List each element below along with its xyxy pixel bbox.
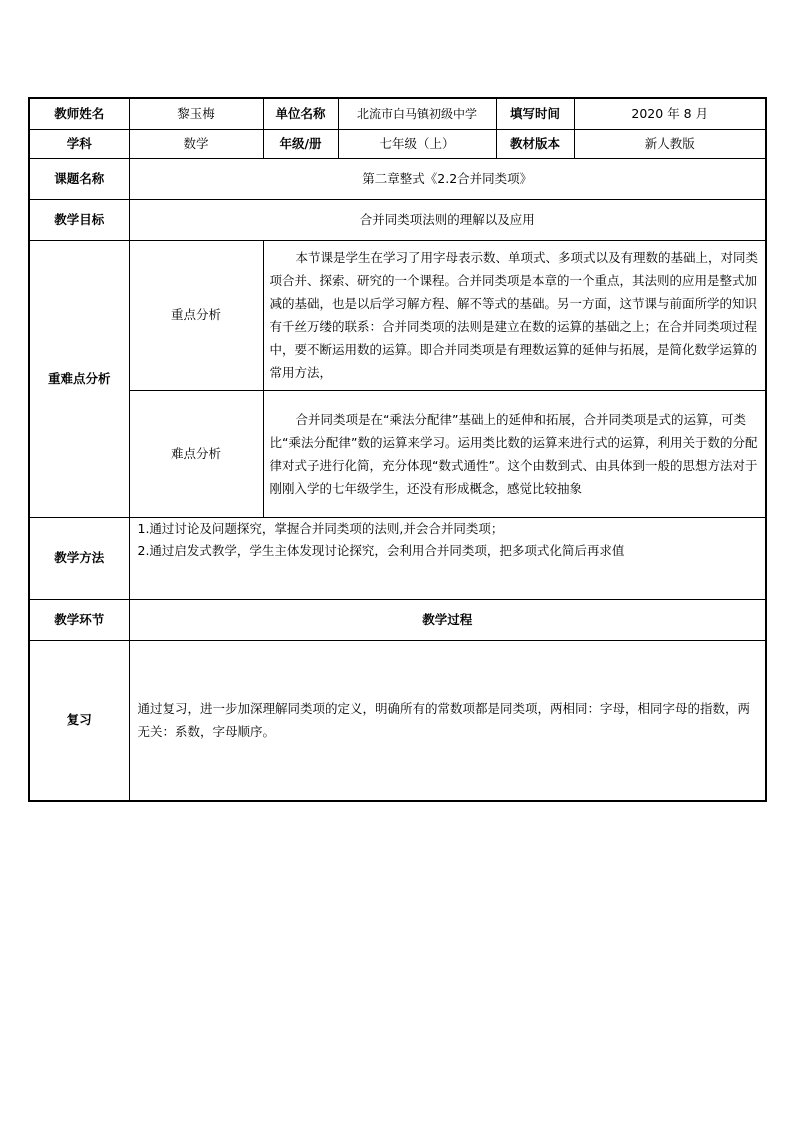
analysis-label: 重难点分析	[29, 240, 129, 517]
topic-row	[29, 158, 766, 199]
review-label: 复习	[29, 640, 129, 801]
topic-value: 第二章整式《2.2合并同类项》	[129, 158, 766, 199]
goal-value: 合并同类项法则的理解以及应用	[129, 199, 766, 240]
goal-row	[29, 199, 766, 240]
review-row	[29, 640, 766, 801]
unit-value: 北流市白马镇初级中学	[338, 98, 496, 129]
key-analysis-content: 本节课是学生在学习了用字母表示数、单项式、多项式以及有理数的基础上，对同类项合并、探索、研究的一个课程。合并同类项是本章的一个重点，其法则的应用是整式加减的基础，也是以后学习解方程、解不等式的基础。另一方面，这节课与前面所学的知识有千丝万缕的联系：合并同类项的法则是建立在数的运算的基础之上；在合并同类项过程中，要不断运用数的运算。即合并同类项是有理数运算的延伸与拓展，是简化数学运算的常用方法，	[269, 250, 759, 380]
review-text: 通过复习，进一步加深理解同类项的定义，明确所有的常数项都是同类项，两相同：字母，相同字母的指数，两无关：系数，字母顺序。	[129, 640, 766, 801]
key-analysis-row	[29, 240, 766, 390]
method-row	[29, 517, 766, 599]
key-analysis-text	[263, 240, 766, 390]
method-label: 教学方法	[29, 517, 129, 599]
method-text	[129, 517, 766, 599]
header-row-2	[29, 129, 766, 158]
process-header-row	[29, 599, 766, 640]
method-line-1: 1.通过讨论及问题探究，掌握合并同类项的法则,并会合并同类项；	[137, 520, 504, 536]
goal-label: 教学目标	[29, 199, 129, 240]
header-row-1	[29, 98, 766, 129]
teacher-value: 黎玉梅	[129, 98, 263, 129]
difficult-analysis-label: 难点分析	[129, 390, 263, 517]
textbook-label: 教材版本	[496, 129, 574, 158]
difficult-analysis-content: 合并同类项是在“乘法分配律”基础上的延伸和拓展，合并同类项是式的运算，可类比“乘法分配律”数的运算来学习。运用类比数的运算来进行式的运算，利用关于数的分配律对式子进行化简，充分体现“数式通性”。这个由数到式、由具体到一般的思想方法对于刚刚入学的七年级学生，还没有形成概念，感觉比较抽象	[269, 411, 758, 496]
difficult-analysis-text	[263, 390, 766, 517]
grade-label: 年级/册	[263, 129, 338, 158]
date-label: 填写时间	[496, 98, 574, 129]
method-line-2: 2.通过启发式教学，学生主体发现讨论探究，会利用合并同类项，把多项式化简后再求值	[137, 542, 625, 558]
topic-label: 课题名称	[29, 158, 129, 199]
process-label: 教学过程	[129, 599, 766, 640]
lesson-plan-table	[28, 97, 767, 802]
grade-value: 七年级（上）	[338, 129, 496, 158]
difficult-analysis-row	[29, 390, 766, 517]
textbook-value: 新人教版	[574, 129, 766, 158]
key-analysis-label: 重点分析	[129, 240, 263, 390]
teacher-label: 教师姓名	[29, 98, 129, 129]
subject-value: 数学	[129, 129, 263, 158]
date-value: 2020 年 8 月	[574, 98, 766, 129]
unit-label: 单位名称	[263, 98, 338, 129]
subject-label: 学科	[29, 129, 129, 158]
stage-label: 教学环节	[29, 599, 129, 640]
